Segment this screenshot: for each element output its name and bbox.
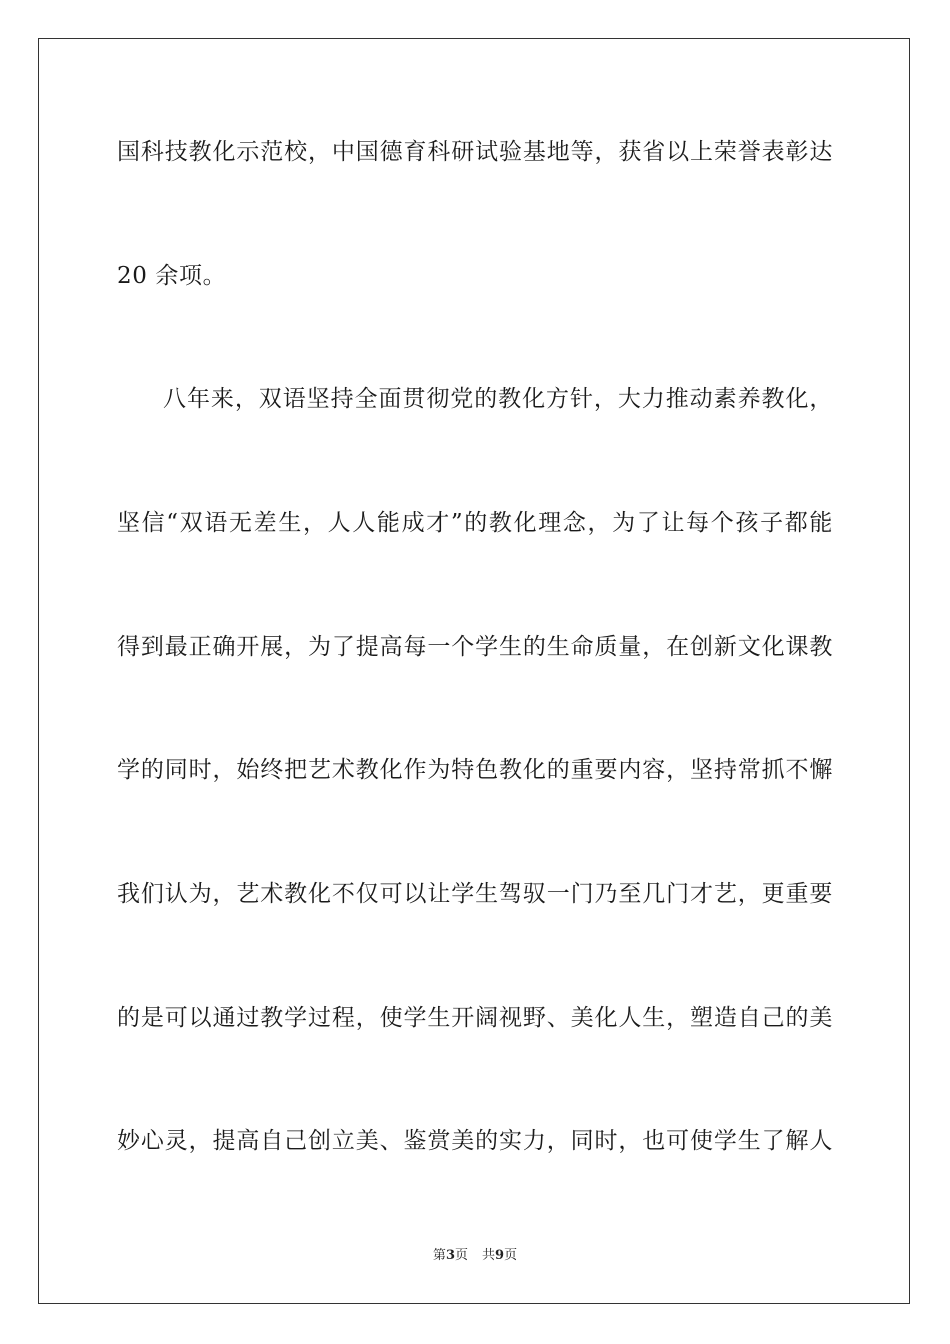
page-border (38, 38, 910, 1304)
text-line: 的是可以通过教学过程，使学生开阔视野、美化人生，塑造自己的美 (117, 1005, 833, 1031)
text-line: 妙心灵，提高自己创立美、鉴赏美的实力，同时，也可使学生了解人 (117, 1128, 833, 1154)
text-line: 20 余项。 (117, 263, 227, 289)
text-line: 坚信“双语无差生，人人能成才”的教化理念，为了让每个孩子都能 (117, 510, 833, 536)
page-total: 9 (495, 1248, 505, 1263)
total-prefix: 共 (482, 1248, 496, 1263)
page-prefix: 第 (432, 1248, 446, 1263)
text-line: 得到最正确开展，为了提高每一个学生的生命质量，在创新文化课教 (117, 634, 833, 660)
text-line: 我们认为，艺术教化不仅可以让学生驾驭一门乃至几门才艺，更重要 (117, 881, 833, 907)
page-current: 3 (445, 1248, 455, 1263)
page-suffix: 页 (454, 1248, 468, 1263)
text-line: 学的同时，始终把艺术教化作为特色教化的重要内容，坚持常抓不懈 (117, 757, 833, 783)
total-suffix: 页 (504, 1248, 518, 1263)
text-line: 国科技教化示范校，中国德育科研试验基地等，获省以上荣誉表彰达 (117, 139, 833, 165)
paragraph-first-line: 八年来，双语坚持全面贯彻党的教化方针，大力推动素养教化， (163, 386, 833, 412)
page-footer (0, 1248, 950, 1264)
